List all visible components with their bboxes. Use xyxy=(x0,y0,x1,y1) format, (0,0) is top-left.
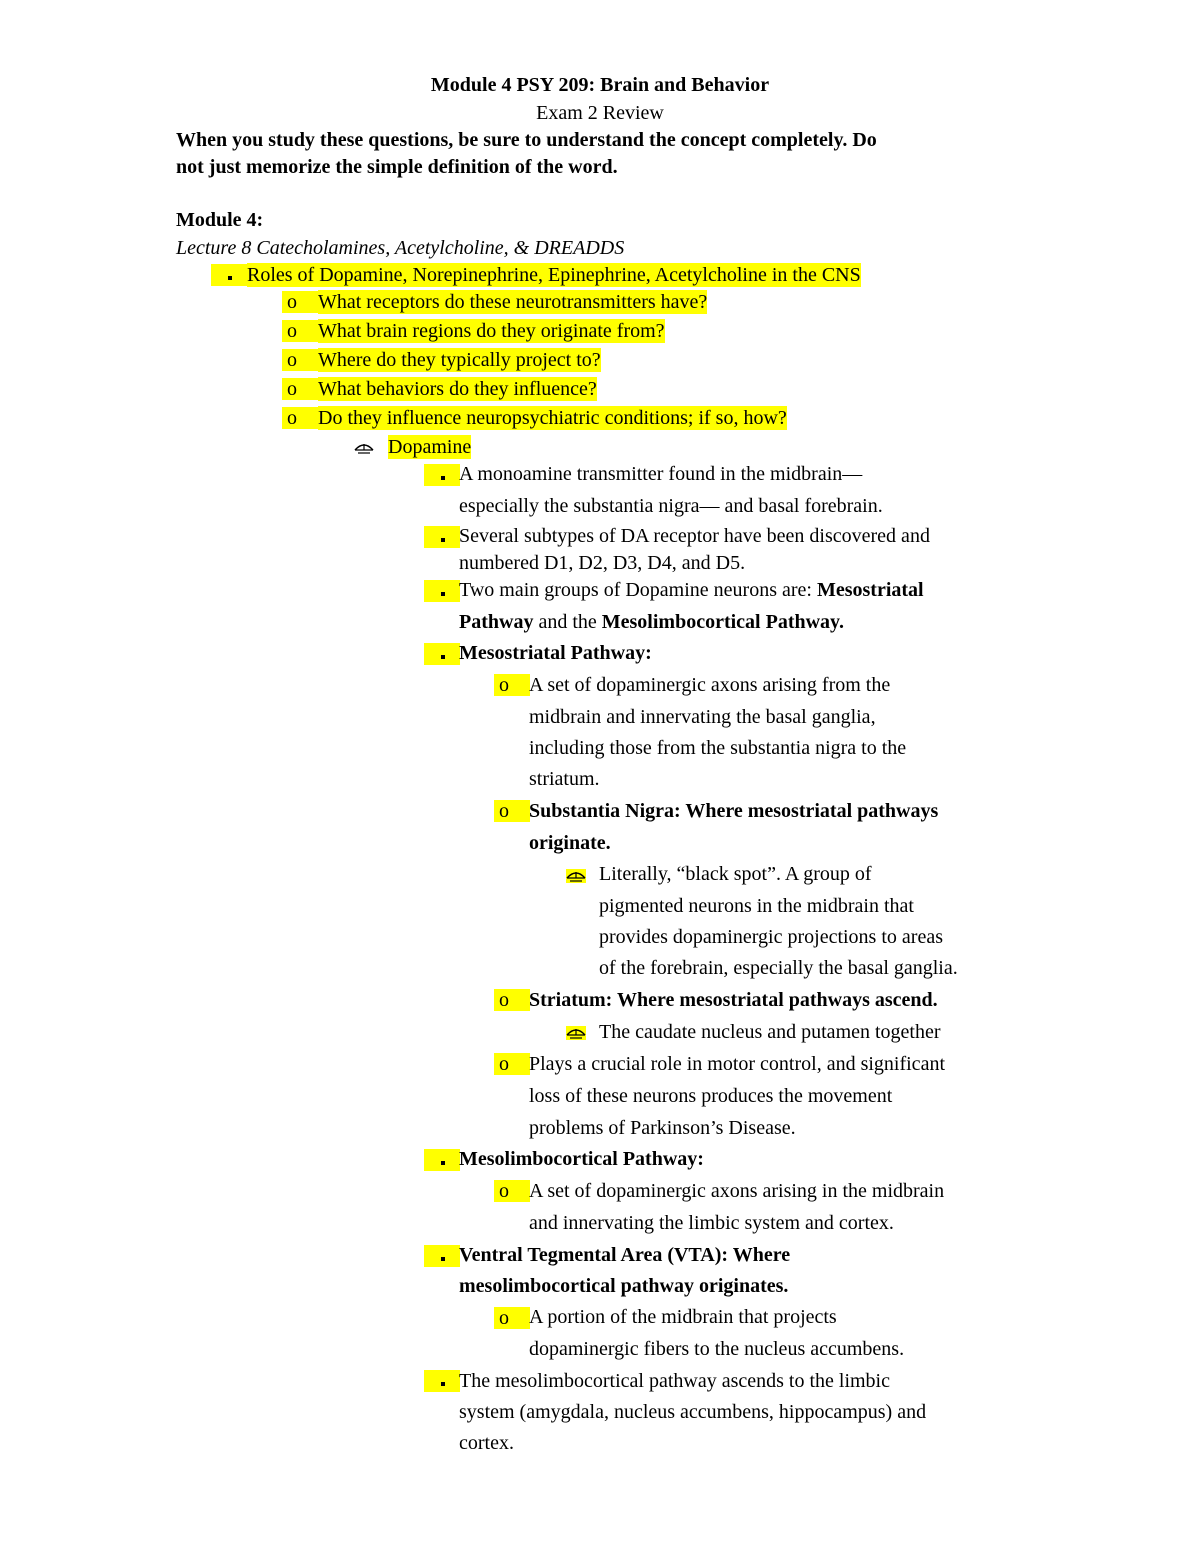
motor-control-line: Plays a crucial role in motor control, and significant xyxy=(529,1053,945,1075)
ascends-line: The mesolimbocortical pathway ascends to the limbic xyxy=(459,1370,890,1392)
square-bullet-icon xyxy=(424,1370,460,1392)
lecture-title: Lecture 8 Catecholamines, Acetylcholine, & DREADDS xyxy=(176,237,625,259)
circle-bullet-icon: o xyxy=(494,1307,530,1329)
mesolimbo-def-line: and innervating the limbic system and cortex. xyxy=(529,1212,894,1234)
question-item: Do they influence neuropsychiatric conditions; if so, how? xyxy=(318,407,787,429)
substantia-def-line: pigmented neurons in the midbrain that xyxy=(599,895,914,917)
square-bullet-icon xyxy=(424,1245,460,1267)
vta-def-line: dopaminergic fibers to the nucleus accumbens. xyxy=(529,1338,905,1360)
mesostriatal-def-line: A set of dopaminergic axons arising from the xyxy=(529,674,891,696)
vta-def-line: A portion of the midbrain that projects xyxy=(529,1306,837,1328)
outline-main-item: Roles of Dopamine, Norepinephrine, Epinephrine, Acetylcholine in the CNS xyxy=(247,264,861,286)
question-item: Where do they typically project to? xyxy=(318,349,601,371)
dopamine-groups-line: Two main groups of Dopamine neurons are: Mesostriatal xyxy=(459,579,924,601)
substantia-def-line: provides dopaminergic projections to areas xyxy=(599,926,943,948)
circle-bullet-icon: o xyxy=(282,291,318,313)
instruction-line: When you study these questions, be sure to understand the concept completely. Do xyxy=(176,129,877,151)
mesostriatal-def-line: midbrain and innervating the basal ganglia, xyxy=(529,706,876,728)
circle-bullet-icon: o xyxy=(494,1053,530,1075)
substantia-heading-line: Substantia Nigra: Where mesostriatal pathways xyxy=(529,800,939,822)
circle-bullet-icon: o xyxy=(494,800,530,822)
striatum-def: The caudate nucleus and putamen together xyxy=(599,1021,941,1043)
mesostriatal-def-line: including those from the substantia nigra to the xyxy=(529,737,907,759)
question-item: What receptors do these neurotransmitters have? xyxy=(318,291,708,313)
ascends-line: cortex. xyxy=(459,1432,514,1454)
circle-bullet-icon: o xyxy=(282,349,318,371)
wingding-bullet-icon xyxy=(566,1026,586,1040)
circle-bullet-icon: o xyxy=(494,1180,530,1202)
square-bullet-icon xyxy=(424,580,460,602)
module-heading: Module 4: xyxy=(176,209,264,231)
square-bullet-icon xyxy=(424,464,460,486)
striatum-heading: Striatum: Where mesostriatal pathways ascend. xyxy=(529,989,938,1011)
circle-bullet-icon: o xyxy=(282,378,318,400)
vta-heading-line: mesolimbocortical pathway originates. xyxy=(459,1275,789,1297)
dopamine-fact-line: especially the substantia nigra— and basal forebrain. xyxy=(459,495,883,517)
document-title: Module 4 PSY 209: Brain and Behavior xyxy=(430,74,770,96)
dopamine-fact-line: numbered D1, D2, D3, D4, and D5. xyxy=(459,552,746,574)
circle-bullet-icon: o xyxy=(494,674,530,696)
substantia-def-line: Literally, “black spot”. A group of xyxy=(599,863,872,885)
question-item: What behaviors do they influence? xyxy=(318,378,597,400)
dopamine-groups-line: Pathway and the Mesolimbocortical Pathway. xyxy=(459,611,844,633)
dopamine-fact-line: A monoamine transmitter found in the midbrain— xyxy=(459,463,863,485)
square-bullet-icon xyxy=(424,526,460,548)
square-bullet-icon xyxy=(424,643,460,665)
circle-bullet-icon: o xyxy=(282,320,318,342)
vta-heading-line: Ventral Tegmental Area (VTA): Where xyxy=(459,1244,791,1266)
dopamine-fact-line: Several subtypes of DA receptor have been discovered and xyxy=(459,525,930,547)
mesostriatal-def-line: striatum. xyxy=(529,768,600,790)
document-subtitle: Exam 2 Review xyxy=(536,102,664,124)
circle-bullet-icon: o xyxy=(494,989,530,1011)
mesostriatal-heading: Mesostriatal Pathway: xyxy=(459,642,652,664)
substantia-heading-line: originate. xyxy=(529,832,611,854)
question-item: What brain regions do they originate from? xyxy=(318,320,665,342)
mesolimbo-def-line: A set of dopaminergic axons arising in the midbrain xyxy=(529,1180,945,1202)
square-bullet-icon xyxy=(424,1149,460,1171)
substantia-def-line: of the forebrain, especially the basal ganglia. xyxy=(599,957,958,979)
instruction-line: not just memorize the simple definition of the word. xyxy=(176,156,618,178)
motor-control-line: problems of Parkinson’s Disease. xyxy=(529,1117,796,1139)
ascends-line: system (amygdala, nucleus accumbens, hippocampus) and xyxy=(459,1401,927,1423)
square-bullet-icon xyxy=(211,264,247,286)
wingding-bullet-icon xyxy=(354,441,374,455)
motor-control-line: loss of these neurons produces the movement xyxy=(529,1085,893,1107)
dopamine-label: Dopamine xyxy=(388,436,472,458)
mesolimbo-heading: Mesolimbocortical Pathway: xyxy=(459,1148,704,1170)
circle-bullet-icon: o xyxy=(282,407,318,429)
wingding-bullet-icon xyxy=(566,869,586,883)
